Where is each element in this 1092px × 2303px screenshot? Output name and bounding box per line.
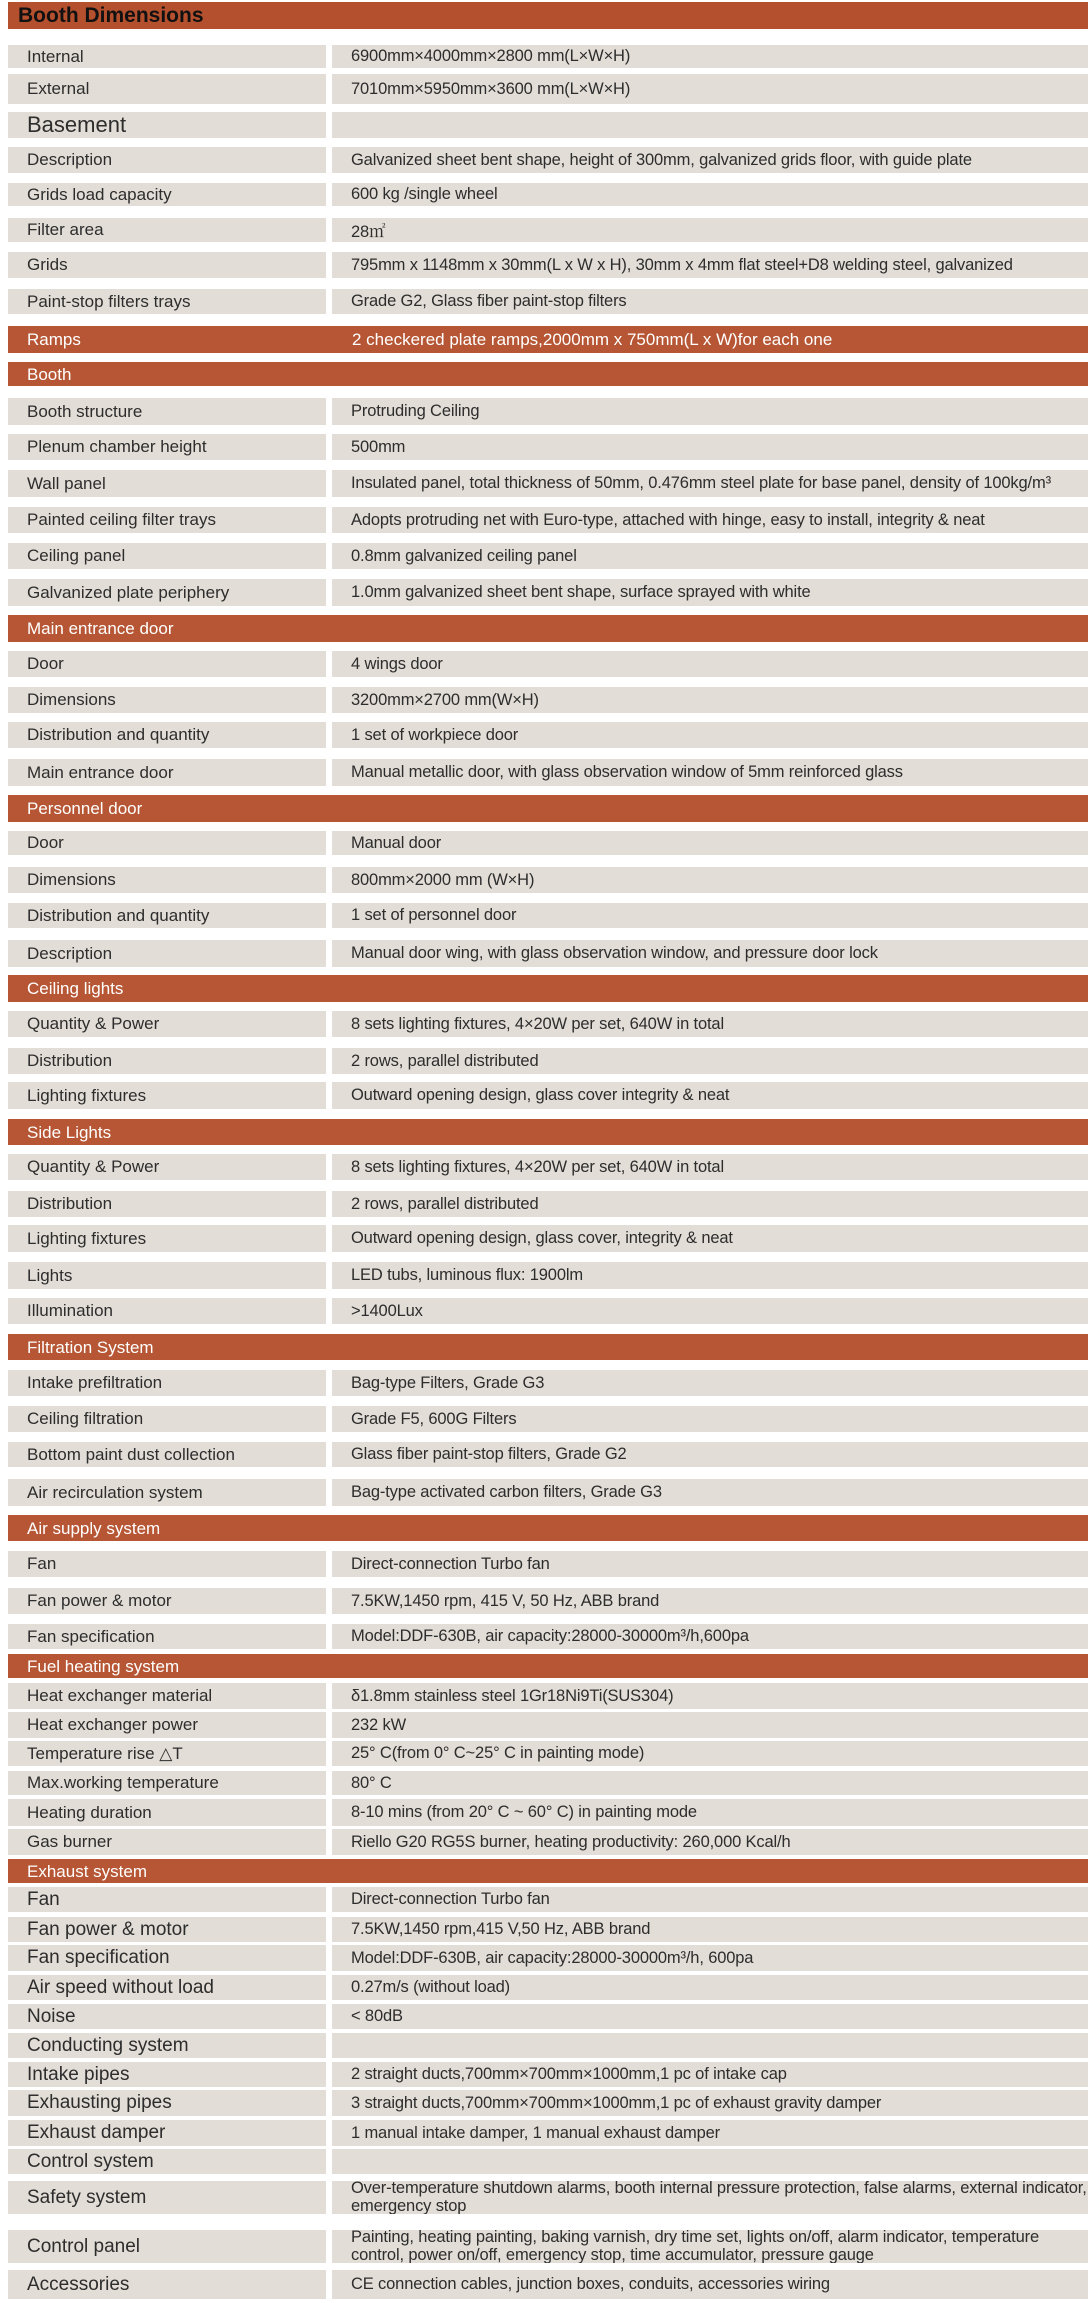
spec-value: Direct-connection Turbo fan: [332, 1551, 1088, 1577]
spec-value: Manual door wing, with glass observation window, and pressure door lock: [332, 940, 1088, 967]
spec-label: Lighting fixtures: [8, 1082, 326, 1109]
spec-label: Filter area: [8, 218, 326, 242]
spec-row-fan-specification: [8, 1624, 1088, 1649]
spec-value: 8-10 mins (from 20° C ~ 60° C) in painting mode: [332, 1799, 1088, 1826]
spec-label: Distribution: [8, 1048, 326, 1074]
spec-label: Fan specification: [8, 1945, 326, 1971]
spec-row-external: [8, 74, 1088, 104]
spec-label: Illumination: [8, 1298, 326, 1324]
spec-row-plenum-chamber-height: [8, 434, 1088, 460]
spec-row-door: [8, 831, 1088, 855]
spec-value: Manual metallic door, with glass observation window of 5mm reinforced glass: [332, 759, 1088, 786]
section-header-label: Side Lights: [27, 1122, 112, 1142]
spec-value: Bag-type Filters, Grade G3: [332, 1370, 1088, 1396]
spec-row-air-speed-without-load: [8, 1975, 1088, 2000]
spec-value: Adopts protruding net with Euro-type, attached with hinge, easy to install, integrity & neat: [332, 507, 1088, 533]
spec-label: Intake pipes: [8, 2062, 326, 2087]
spec-row-fan: [8, 1551, 1088, 1577]
spec-label: Air speed without load: [8, 1975, 326, 2000]
spec-value: Outward opening design, glass cover, integrity & neat: [332, 1225, 1088, 1252]
spec-label: Accessories: [8, 2270, 326, 2299]
spec-label: Bottom paint dust collection: [8, 1442, 326, 1467]
spec-label: Air recirculation system: [8, 1479, 326, 1506]
spec-row-lighting-fixtures: [8, 1082, 1088, 1109]
spec-row-painted-ceiling-filter-trays: [8, 507, 1088, 533]
spec-row-accessories: [8, 2270, 1088, 2299]
spec-row-booth-structure: [8, 398, 1088, 425]
spec-row-fan-power-motor: [8, 1588, 1088, 1614]
spec-label: Plenum chamber height: [8, 434, 326, 460]
section-header-ramps: [8, 326, 1088, 353]
spec-label: Distribution and quantity: [8, 722, 326, 748]
spec-value: [332, 2033, 1088, 2058]
spec-label: Fan specification: [8, 1624, 326, 1649]
spec-label: Control panel: [8, 2230, 326, 2263]
spec-label: Distribution and quantity: [8, 903, 326, 928]
section-header-personnel-door: [8, 795, 1088, 822]
spec-label: Lights: [8, 1262, 326, 1289]
section-header-booth: [8, 362, 1088, 386]
spec-row-distribution: [8, 1048, 1088, 1074]
spec-label: Control system: [8, 2149, 326, 2174]
spec-label: Grids load capacity: [8, 183, 326, 206]
spec-label: Intake prefiltration: [8, 1370, 326, 1396]
spec-label: Noise: [8, 2004, 326, 2029]
section-header-label: Filtration System: [27, 1337, 154, 1357]
spec-value: 28㎡: [332, 218, 1088, 242]
spec-value: LED tubs, luminous flux: 1900lm: [332, 1262, 1088, 1289]
spec-value: 1.0mm galvanized sheet bent shape, surface sprayed with white: [332, 579, 1088, 606]
spec-row-temperature-rise-t: [8, 1741, 1088, 1766]
section-header-fuel-heating-system: [8, 1654, 1088, 1678]
spec-row-control-system: [8, 2149, 1088, 2174]
spec-value: Outward opening design, glass cover integrity & neat: [332, 1082, 1088, 1109]
section-header-label: Ceiling lights: [27, 979, 124, 998]
spec-row-ceiling-panel: [8, 543, 1088, 569]
spec-row-description: [8, 147, 1088, 173]
spec-value: < 80dB: [332, 2004, 1088, 2029]
spec-label: Distribution: [8, 1191, 326, 1217]
spec-value: 25° C(from 0° C~25° C in painting mode): [332, 1741, 1088, 1766]
spec-value: 600 kg /single wheel: [332, 183, 1088, 206]
spec-value: 2 rows, parallel distributed: [332, 1048, 1088, 1074]
spec-value: 8 sets lighting fixtures, 4×20W per set, 640W in total: [332, 1011, 1088, 1037]
spec-value: Galvanized sheet bent shape, height of 300mm, galvanized grids floor, with guide plate: [332, 147, 1088, 173]
spec-label: Basement: [8, 112, 326, 138]
spec-row-dimensions: [8, 687, 1088, 713]
spec-row-grids: [8, 252, 1088, 278]
spec-label: Dimensions: [8, 867, 326, 893]
spec-label: Heat exchanger power: [8, 1712, 326, 1738]
section-header-label: Booth Dimensions: [18, 4, 204, 27]
spec-row-quantity-power: [8, 1154, 1088, 1180]
spec-label: Booth structure: [8, 398, 326, 425]
spec-value: 1 set of workpiece door: [332, 722, 1088, 748]
spec-row-intake-pipes: [8, 2062, 1088, 2087]
spec-row-noise: [8, 2004, 1088, 2029]
spec-value: Model:DDF-630B, air capacity:28000-30000m³/h, 600pa: [332, 1945, 1088, 1971]
spec-label: Ceiling panel: [8, 543, 326, 569]
spec-value: 2 rows, parallel distributed: [332, 1191, 1088, 1217]
spec-label: Paint-stop filters trays: [8, 289, 326, 314]
spec-row-grids-load-capacity: [8, 183, 1088, 206]
spec-row-paint-stop-filters-trays: [8, 289, 1088, 314]
spec-value: CE connection cables, junction boxes, conduits, accessories wiring: [332, 2270, 1088, 2299]
spec-value: 7010mm×5950mm×3600 mm(L×W×H): [332, 74, 1088, 104]
spec-value: >1400Lux: [332, 1298, 1088, 1324]
spec-row-dimensions: [8, 867, 1088, 893]
spec-value: Insulated panel, total thickness of 50mm, 0.476mm steel plate for base panel, density of 100kg/m³: [332, 470, 1088, 497]
spec-value: 7.5KW,1450 rpm, 415 V, 50 Hz, ABB brand: [332, 1588, 1088, 1614]
spec-row-lighting-fixtures: [8, 1225, 1088, 1252]
spec-value: [332, 112, 1088, 138]
spec-row-galvanized-plate-periphery: [8, 579, 1088, 606]
spec-row-fan-power-motor: [8, 1917, 1088, 1942]
spec-row-exhausting-pipes: [8, 2090, 1088, 2116]
spec-label: Heating duration: [8, 1799, 326, 1826]
section-header-side-lights: [8, 1119, 1088, 1145]
spec-value: 6900mm×4000mm×2800 mm(L×W×H): [332, 45, 1088, 68]
spec-label: Fan: [8, 1887, 326, 1912]
spec-row-heating-duration: [8, 1799, 1088, 1826]
section-header-label: Air supply system: [27, 1518, 161, 1538]
spec-value: 795mm x 1148mm x 30mm(L x W x H), 30mm x 4mm flat steel+D8 welding steel, galvanized: [332, 252, 1088, 278]
spec-value: Manual door: [332, 831, 1088, 855]
spec-row-door: [8, 651, 1088, 677]
section-header-ceiling-lights: [8, 975, 1088, 1002]
spec-value: 7.5KW,1450 rpm,415 V,50 Hz, ABB brand: [332, 1917, 1088, 1942]
spec-label: Painted ceiling filter trays: [8, 507, 326, 533]
spec-value: Over-temperature shutdown alarms, booth internal pressure protection, false alarms, external indicator, emergency stop: [332, 2181, 1088, 2214]
spec-label: Dimensions: [8, 687, 326, 713]
spec-row-lights: [8, 1262, 1088, 1289]
spec-label: Fan power & motor: [8, 1917, 326, 1942]
spec-row-heat-exchanger-material: [8, 1683, 1088, 1709]
spec-row-quantity-power: [8, 1011, 1088, 1037]
spec-row-description: [8, 940, 1088, 967]
spec-row-air-recirculation-system: [8, 1479, 1088, 1506]
spec-row-main-entrance-door: [8, 759, 1088, 786]
spec-value: Direct-connection Turbo fan: [332, 1887, 1088, 1912]
spec-label: Max.working temperature: [8, 1771, 326, 1795]
section-header-exhaust-system: [8, 1859, 1088, 1883]
spec-row-distribution: [8, 1191, 1088, 1217]
spec-label: Lighting fixtures: [8, 1225, 326, 1252]
spec-label: Quantity & Power: [8, 1154, 326, 1180]
spec-value: 0.8mm galvanized ceiling panel: [332, 543, 1088, 569]
spec-value: 3200mm×2700 mm(W×H): [332, 687, 1088, 713]
spec-label: Wall panel: [8, 470, 326, 497]
spec-label: Exhausting pipes: [8, 2090, 326, 2116]
section-header-label: Booth: [27, 364, 72, 384]
spec-label: External: [8, 74, 326, 104]
spec-value: [332, 2149, 1088, 2174]
spec-label: Grids: [8, 252, 326, 278]
spec-value: 500mm: [332, 434, 1088, 460]
section-header-air-supply-system: [8, 1515, 1088, 1541]
section-header-label: Personnel door: [27, 799, 143, 818]
spec-value: 0.27m/s (without load): [332, 1975, 1088, 2000]
spec-row-fan: [8, 1887, 1088, 1912]
spec-label: Ceiling filtration: [8, 1406, 326, 1432]
spec-label: Temperature rise △T: [8, 1741, 326, 1766]
spec-value: 1 set of personnel door: [332, 903, 1088, 928]
spec-label: Heat exchanger material: [8, 1683, 326, 1709]
spec-value: Model:DDF-630B, air capacity:28000-30000m³/h,600pa: [332, 1624, 1088, 1649]
section-header-label: Main entrance door: [27, 619, 174, 638]
section-header-label: Exhaust system: [27, 1861, 147, 1881]
spec-row-bottom-paint-dust-collection: [8, 1442, 1088, 1467]
page-title-booth-dimensions: [8, 2, 1088, 29]
spec-value: Grade G2, Glass fiber paint-stop filters: [332, 289, 1088, 314]
spec-value: 8 sets lighting fixtures, 4×20W per set, 640W in total: [332, 1154, 1088, 1180]
spec-row-filter-area: [8, 218, 1088, 242]
section-header-label: Ramps: [27, 330, 81, 349]
spec-row-internal: [8, 45, 1088, 68]
spec-row-safety-system: [8, 2181, 1088, 2214]
spec-value: Bag-type activated carbon filters, Grade G3: [332, 1479, 1088, 1506]
section-header-value: 2 checkered plate ramps,2000mm x 750mm(L x W)for each one: [352, 329, 833, 349]
spec-label: Fan: [8, 1551, 326, 1577]
section-header-label: Fuel heating system: [27, 1656, 180, 1676]
spec-value: 800mm×2000 mm (W×H): [332, 867, 1088, 893]
spec-row-conducting-system: [8, 2033, 1088, 2058]
spec-row-basement: [8, 112, 1088, 138]
spec-row-fan-specification: [8, 1945, 1088, 1971]
spec-label: Door: [8, 651, 326, 677]
spec-value: 3 straight ducts,700mm×700mm×1000mm,1 pc of exhaust gravity damper: [332, 2090, 1088, 2116]
spec-row-heat-exchanger-power: [8, 1712, 1088, 1738]
spec-value: 80° C: [332, 1771, 1088, 1795]
spec-label: Fan power & motor: [8, 1588, 326, 1614]
spec-row-intake-prefiltration: [8, 1370, 1088, 1396]
spec-row-illumination: [8, 1298, 1088, 1324]
spec-label: Conducting system: [8, 2033, 326, 2058]
spec-value: 232 kW: [332, 1712, 1088, 1738]
spec-label: Internal: [8, 45, 326, 68]
spec-label: Safety system: [8, 2181, 326, 2214]
spec-value: 2 straight ducts,700mm×700mm×1000mm,1 pc of intake cap: [332, 2062, 1088, 2087]
spec-label: Description: [8, 940, 326, 967]
spec-value: δ1.8mm stainless steel 1Gr18Ni9Ti(SUS304): [332, 1683, 1088, 1709]
spec-value: Painting, heating painting, baking varnish, dry time set, lights on/off, alarm indicator, temperature control, power on/off, emergency stop, time accumulator, pressure gauge: [332, 2230, 1088, 2263]
section-header-main-entrance-door: [8, 615, 1088, 642]
spec-row-distribution-and-quantity: [8, 903, 1088, 928]
spec-value: 4 wings door: [332, 651, 1088, 677]
spec-value: Protruding Ceiling: [332, 398, 1088, 425]
spec-row-max-working-temperature: [8, 1771, 1088, 1795]
spec-row-wall-panel: [8, 470, 1088, 497]
section-header-filtration-system: [8, 1334, 1088, 1360]
spec-value: Grade F5, 600G Filters: [332, 1406, 1088, 1432]
spec-row-exhaust-damper: [8, 2120, 1088, 2146]
spec-row-ceiling-filtration: [8, 1406, 1088, 1432]
spec-value: 1 manual intake damper, 1 manual exhaust damper: [332, 2120, 1088, 2146]
spec-row-control-panel: [8, 2230, 1088, 2263]
spec-label: Quantity & Power: [8, 1011, 326, 1037]
spec-row-gas-burner: [8, 1829, 1088, 1855]
spec-value: Riello G20 RG5S burner, heating productivity: 260,000 Kcal/h: [332, 1829, 1088, 1855]
spec-label: Description: [8, 147, 326, 173]
spec-label: Main entrance door: [8, 759, 326, 786]
spec-label: Door: [8, 831, 326, 855]
spec-value: Glass fiber paint-stop filters, Grade G2: [332, 1442, 1088, 1467]
spec-label: Galvanized plate periphery: [8, 579, 326, 606]
spec-label: Gas burner: [8, 1829, 326, 1855]
spec-label: Exhaust damper: [8, 2120, 326, 2146]
spec-row-distribution-and-quantity: [8, 722, 1088, 748]
